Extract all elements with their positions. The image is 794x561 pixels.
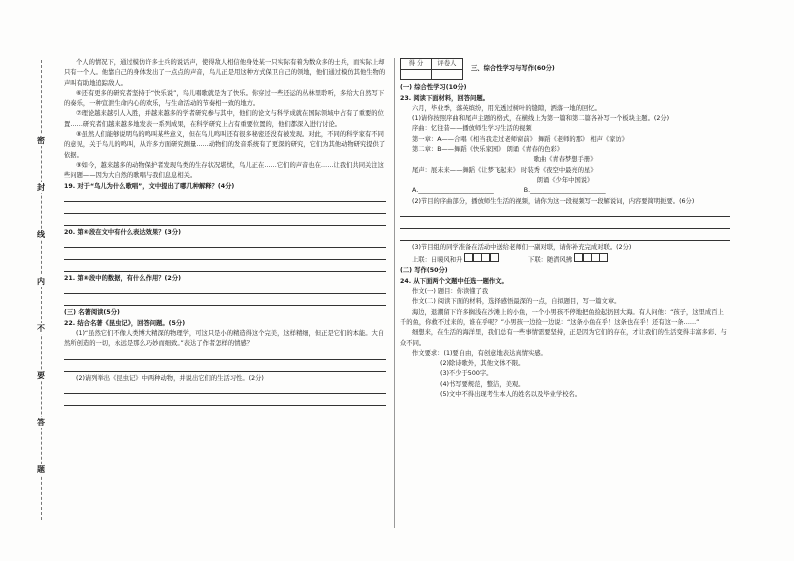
answer-line[interactable] [64,396,386,406]
couplet-upper-boxes[interactable] [464,253,498,266]
finale2-line: 朗诵《少年中国说》 [536,176,594,184]
requirement-5: (5)文中不得出现考生本人的姓名以及毕业学校名。 [440,391,582,399]
answer-line[interactable] [64,238,386,248]
subsection-1-title: (一) 综合性学习(10分) [400,84,467,92]
score-cell[interactable] [401,70,432,80]
answer-line[interactable] [400,219,730,229]
score-box [400,58,463,80]
couplet-lower: 下联：随潜风拂 [528,253,608,266]
answer-line[interactable] [64,262,386,272]
grader-cell[interactable] [432,70,463,80]
question-23-1: (1)请你按照序曲和尾声主题的格式，在横线上为第一篇和第二篇各补写一个板块主题。(2分) [412,115,670,123]
question-22: 22. 结合名著《昆虫记》，回答问题。(5分) [64,319,186,327]
intro-para-5: ⑨如今，越来越多的动物保护者发现鸟类的生存状况堪忧，鸟儿正在……它们的声音也在……让我们共同关注这些问题——因为大自然的歌唱与我们息息相关。 [64,161,384,180]
question-23-intro: 六月，毕业季，落英缤纷，用光透过树叶的缝隙，洒落一地的回忆。 [412,104,601,112]
answer-line[interactable] [64,216,386,226]
blank-a[interactable]: A.________________________ [412,187,494,195]
question-23-2: (2)节目的序曲部分，播放师生生活的视频，请你为这一段视频写一段解说词，内容要简明扼要。(6分) [412,197,695,205]
side-margin-char: 要 [33,370,49,381]
requirement-2: (2)除诗歌外，其他文体不限。 [440,360,525,368]
intro-para-4: ⑧虽然人们能够说明鸟的鸣叫某些意义，但在鸟儿鸣叫还有很多秘密还没有被发现。对此，不同的科学家有不同的意见，关于鸟儿的鸣叫，从许多方面研究测量……动物们的发音系统有了更深的研究，它们为其他动物研究提供了依据。 [64,131,386,159]
answer-line[interactable] [64,384,386,394]
requirement-3: (3)不少于500字。 [440,370,493,378]
topic-1: 作文(一) 题目：你读懂了我 [412,288,489,296]
side-margin-char: 题 [33,464,49,475]
couplet-upper: 上联：日暖风和升 [412,253,498,266]
question-23-3: (3)节目组的同学准备在活动中送给老师们一副对联，请你补充完成对联。(2分) [412,243,632,251]
answer-line[interactable] [64,362,386,372]
topic-2: 作文(二) 阅读下面的材料，选择感悟最深的一点，自拟题目，写一篇文章。 [412,298,621,306]
requirement-4: (4)书写要规范，整洁，美观。 [440,380,525,388]
question-22-2: (2)请列举出《昆虫记》中两种动物，并说出它们的生活习性。(2分) [76,374,264,382]
answer-line[interactable] [64,192,386,202]
grader-label: 评卷人 [432,59,463,70]
section-title: 三、综合性学习与写作(60分) [471,65,555,72]
intro-para-3: ⑦理论越来越引人入胜，并越来越多的学者研究参与其中，他们的论文与科学成就在国际领域中占有了重要的位置……研究者们越来越多地发表一系列成果，在科学研究上占有重要位置的，他们都深入进行讨论。 [64,110,384,128]
material-para-2: 细想来，在生活的海洋里，我们总有一些事情需要坚持，正是因为它们的存在，才让我们的生活变得丰富多彩、与众不同。 [400,329,727,347]
question-24: 24. 从下面两个文题中任选一题作文。 [400,277,508,285]
answer-line[interactable] [64,296,386,306]
part2-line: 第二章：B——舞蹈《快乐家园》 朗诵《青春的色彩》 [412,146,564,154]
answer-line[interactable] [400,231,730,241]
side-margin-char: 不 [33,323,49,334]
seal-line [41,60,42,520]
intro-para-2: ⑥还有更多的研究者坚持于“快乐说”，鸟儿唱歌就是为了快乐。你穿过一些还运的丛林里聆听，多给大自然写下的奏乐，一种宣泄生命内心的欢乐，与生命活动的节奏相一致的地方。 [64,89,385,108]
side-margin-char: 答 [33,417,49,428]
prelude-line: 序曲：忆往昔——播放师生学习生活的视频 [412,125,532,133]
couplet-lower-boxes[interactable] [574,253,608,266]
requirement-1: 作文要求：(1)要自由，有创意地表达真情实感。 [412,349,547,357]
subsection-2-title: (二) 写作(50分) [400,267,448,275]
side-margin-char: 封 [33,182,49,193]
left-column [64,58,386,408]
right-column [400,58,730,400]
intro-para-1: 个人的情况下，通过模仿许多士兵的说话声，使得敌人相信他身处某一只实际有着为数众多的士兵，而实际上却只有一个人。他靠自己的身体发出了一点点的声音，鸟儿正是用这种方式保卫自己的领地，他们通过模仿其他生物的声叫有助地追踪敌人。 [64,59,386,87]
column-divider [394,58,395,528]
blank-b[interactable]: B.________________________ [523,187,606,195]
score-label: 得 分 [401,59,432,70]
question-21: 21. 第⑧段中的数据，有什么作用？(2分) [64,275,181,283]
side-margin-char: 线 [33,229,49,240]
section-3-title: (三) 名著阅读(5分) [64,309,120,317]
question-19: 19. 对于“鸟儿为什么歌唱”，文中提出了哪几种解释？(4分) [64,182,235,190]
question-22-1: (1)“虽然它们不像人类博大精深的物理学，可这只是小的精造得这个完美，这样精细，但正是它们的本能。大自然所创造的一切，永远是那么巧妙而细致。”表达了作者怎样的情感？ [64,330,385,348]
finale-line: 尾声：展未来——舞蹈《让梦飞起来》 时装秀《夜空中最亮的星》 [412,166,597,174]
part1-line: 第一章：A——合唱《相当我走过老师窗前》 舞蹈《老师的那》 相声《家访》 [412,135,629,143]
side-margin-char: 密 [33,135,49,146]
question-23: 23. 阅读下面材料，回答问题。 [400,94,489,102]
answer-line[interactable] [64,250,386,260]
part2b-line: 歌曲《青春梦想手册》 [533,156,597,164]
material-para-1: 海边，退潮留下许多搁浅在沙滩上的小鱼，一个小男孩不停地把鱼捡起扔回大海。有人问他：“孩子，这里成百上千的鱼，你救不过来的，谁在乎呢？”小男孩一边捡一边说：“这条小鱼在乎！这条也在乎！还有这一条……” [400,308,724,326]
answer-line[interactable] [64,350,386,360]
question-20: 20. 第⑥段在文中有什么表达效果？(3分) [64,228,181,236]
side-margin-char: 内 [33,276,49,287]
answer-line[interactable] [400,207,730,217]
answer-line[interactable] [64,204,386,214]
answer-line[interactable] [64,284,386,294]
